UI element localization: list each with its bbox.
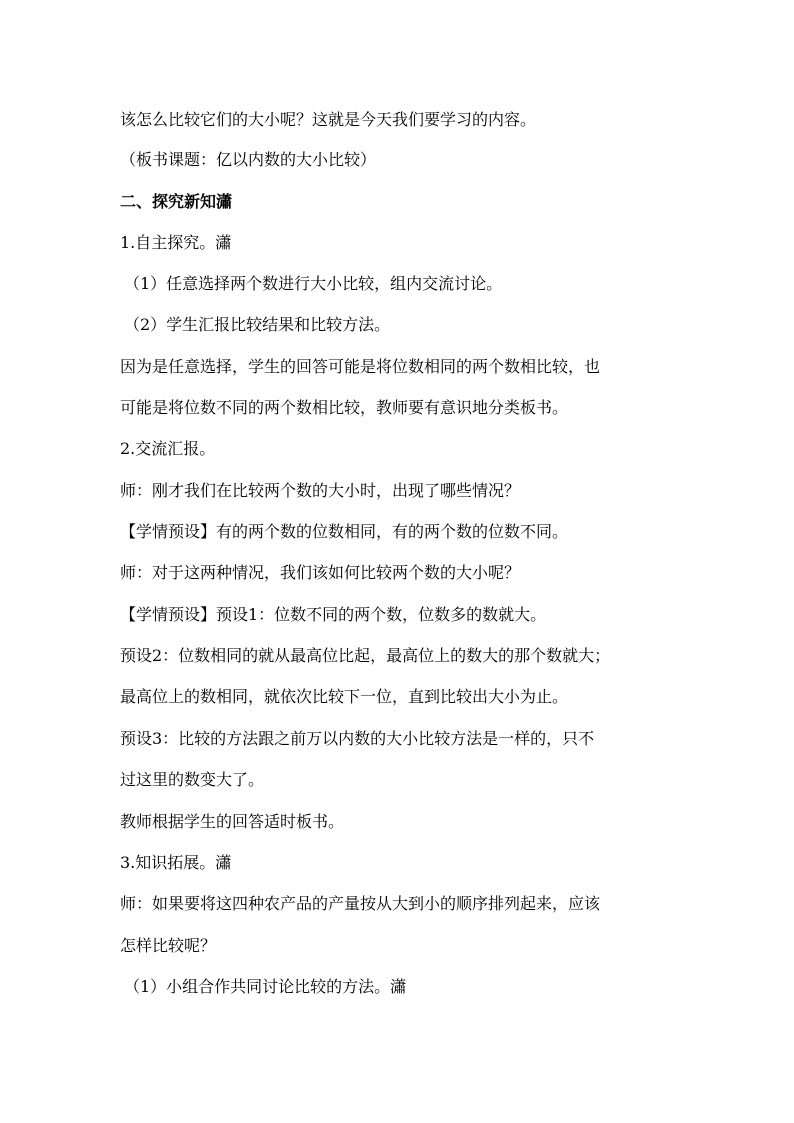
text-line: （板书课题：亿以内数的大小比较） (120, 150, 377, 169)
text-line: （1）任意选择两个数进行大小比较，组内交流讨论。 (124, 274, 503, 293)
text-line: （1）小组合作共同讨论比较的方法。瀟 (124, 977, 407, 996)
subheading: 2.交流汇报。 (120, 439, 216, 458)
text-line: 师：刚才我们在比较两个数的大小时，出现了哪些情况？ (120, 481, 521, 500)
text-line: 最高位上的数相同，就依次比较下一位，直到比较出大小为止。 (120, 687, 569, 706)
subheading: 3.知识拓展。瀟 (120, 853, 232, 872)
text-line: 【学情预设】有的两个数的位数相同，有的两个数的位数不同。 (120, 522, 569, 541)
text-line: 师：如果要将这四种农产品的产量按从大到小的顺序排列起来，应该 (120, 894, 601, 913)
text-line: 师：对于这两种情况，我们该如何比较两个数的大小呢？ (120, 563, 521, 582)
text-line: 预设2：位数相同的就从最高位比起，最高位上的数大的那个数就大； (120, 646, 611, 665)
subheading: 1.自主探究。瀟 (120, 233, 232, 252)
text-line: 因为是任意选择，学生的回答可能是将位数相同的两个数相比较，也 (120, 357, 601, 376)
text-line: 【学情预设】预设1：位数不同的两个数，位数多的数就大。 (120, 605, 547, 624)
text-line: 该怎么比较它们的大小呢？这就是今天我们要学习的内容。 (120, 110, 537, 129)
section-heading: 二、探究新知瀟 (120, 192, 233, 211)
text-line: 怎样比较呢？ (120, 936, 217, 955)
text-line: （2）学生汇报比较结果和比较方法。 (124, 315, 391, 334)
text-line: 教师根据学生的回答适时板书。 (120, 812, 345, 831)
text-line: 预设3：比较的方法跟之前万以内数的大小比较方法是一样的，只不 (120, 729, 595, 748)
text-line: 过这里的数变大了。 (120, 770, 265, 789)
text-line: 可能是将位数不同的两个数相比较，教师要有意识地分类板书。 (120, 398, 569, 417)
